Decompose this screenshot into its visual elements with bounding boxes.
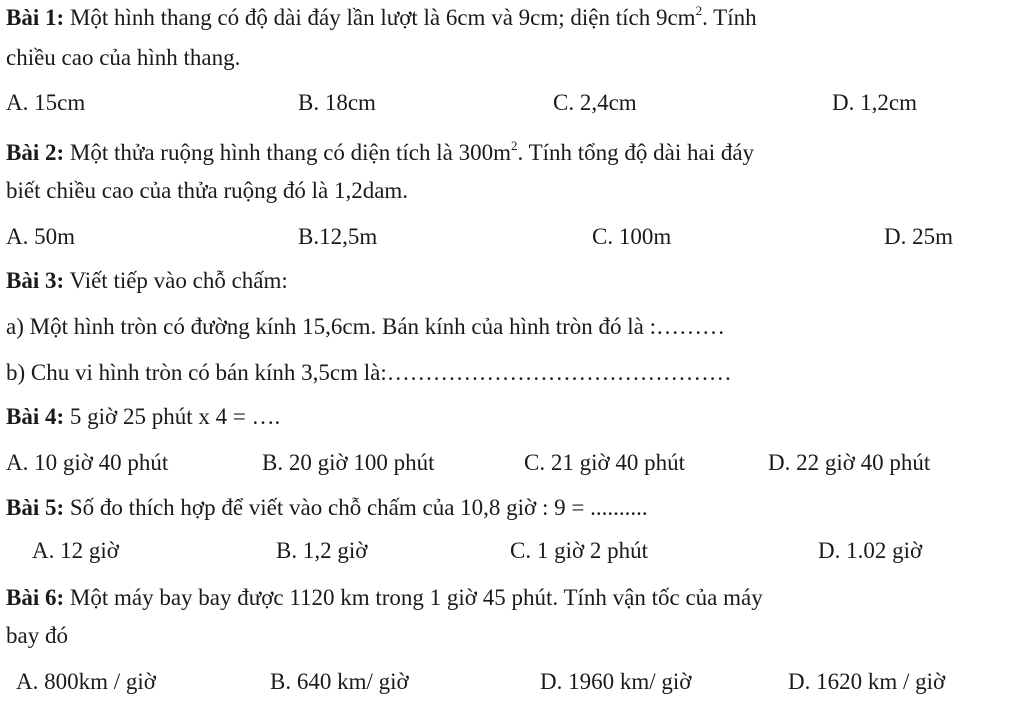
problem-5-options (0, 537, 1024, 567)
problem-1-option-c: C. 2,4cm (553, 90, 637, 115)
problem-6-text: Một máy bay bay được 1120 km trong 1 giờ 45 phút. Tính vận tốc của máy (64, 585, 763, 610)
problem-6-line-2: bay đó (6, 623, 68, 648)
problem-3-text: Viết tiếp vào chỗ chấm: (64, 268, 288, 293)
problem-2-options (0, 223, 1024, 253)
problem-1-option-b: B. 18cm (298, 90, 376, 115)
problem-1-superscript: 2 (695, 3, 703, 18)
problem-6-option-d: D. 1620 km / giờ (788, 669, 946, 694)
problem-6-option-a: A. 800km / giờ (16, 669, 156, 694)
problem-2-text-end: . Tính tổng độ dài hai đáy (517, 140, 755, 165)
problem-2-text: Một thửa ruộng hình thang có diện tích là 300m (64, 140, 511, 165)
problem-2-label: Bài 2: (6, 140, 65, 165)
problem-5-line-1 (6, 494, 648, 522)
problem-6-option-c: D. 1960 km/ giờ (540, 669, 692, 694)
problem-3-part-b: b) Chu vi hình tròn có bán kính 3,5cm là:……………………………………… (6, 360, 732, 385)
problem-2-option-a: A. 50m (6, 224, 75, 249)
problem-4-option-c: C. 21 giờ 40 phút (524, 450, 686, 475)
problem-5-option-b: B. 1,2 giờ (276, 538, 368, 563)
problem-2-line-2: biết chiều cao của thửa ruộng đó là 1,2dam. (6, 178, 409, 203)
problem-5-option-d: D. 1.02 giờ (818, 538, 923, 563)
problem-4-options (0, 449, 1024, 479)
problem-6-options (0, 668, 1024, 698)
problem-5-label: Bài 5: (6, 495, 65, 520)
problem-4-line-1 (6, 403, 280, 431)
problem-1-line-2: chiều cao của hình thang. (6, 45, 241, 70)
problem-1-option-a: A. 15cm (6, 90, 86, 115)
problem-5-option-a: A. 12 giờ (32, 538, 119, 563)
problem-2-option-b: B.12,5m (298, 224, 378, 249)
problem-4-option-b: B. 20 giờ 100 phút (262, 450, 435, 475)
problem-1-option-d: D. 1,2cm (832, 90, 917, 115)
problem-1-text-end: . Tính (702, 5, 757, 30)
problem-3-line-1 (6, 267, 288, 295)
problem-1-text: Một hình thang có độ dài đáy lần lượt là 6cm và 9cm; diện tích 9cm (64, 5, 696, 30)
problem-3-label: Bài 3: (6, 268, 65, 293)
problem-4-label: Bài 4: (6, 404, 65, 429)
problem-6-option-b: B. 640 km/ giờ (270, 669, 409, 694)
problem-1-options (0, 89, 1024, 119)
problem-5-text: Số đo thích hợp để viết vào chỗ chấm của 10,8 giờ : 9 = .......... (64, 495, 648, 520)
problem-3-part-a: a) Một hình tròn có đường kính 15,6cm. Bán kính của hình tròn đó là :……… (6, 314, 726, 339)
problem-2-option-d: D. 25m (884, 224, 953, 249)
problem-1-label: Bài 1: (6, 5, 65, 30)
problem-4-text: 5 giờ 25 phút x 4 = …. (64, 404, 281, 429)
problem-2-line-1 (6, 139, 754, 167)
problem-2-option-c: C. 100m (592, 224, 672, 249)
problem-2-superscript: 2 (510, 138, 518, 153)
problem-5-option-c: C. 1 giờ 2 phút (510, 538, 649, 563)
problem-4-option-d: D. 22 giờ 40 phút (768, 450, 931, 475)
problem-4-option-a: A. 10 giờ 40 phút (6, 450, 169, 475)
problem-6-label: Bài 6: (6, 585, 65, 610)
problem-1-line-1 (6, 4, 757, 32)
problem-6-line-1 (6, 584, 763, 612)
